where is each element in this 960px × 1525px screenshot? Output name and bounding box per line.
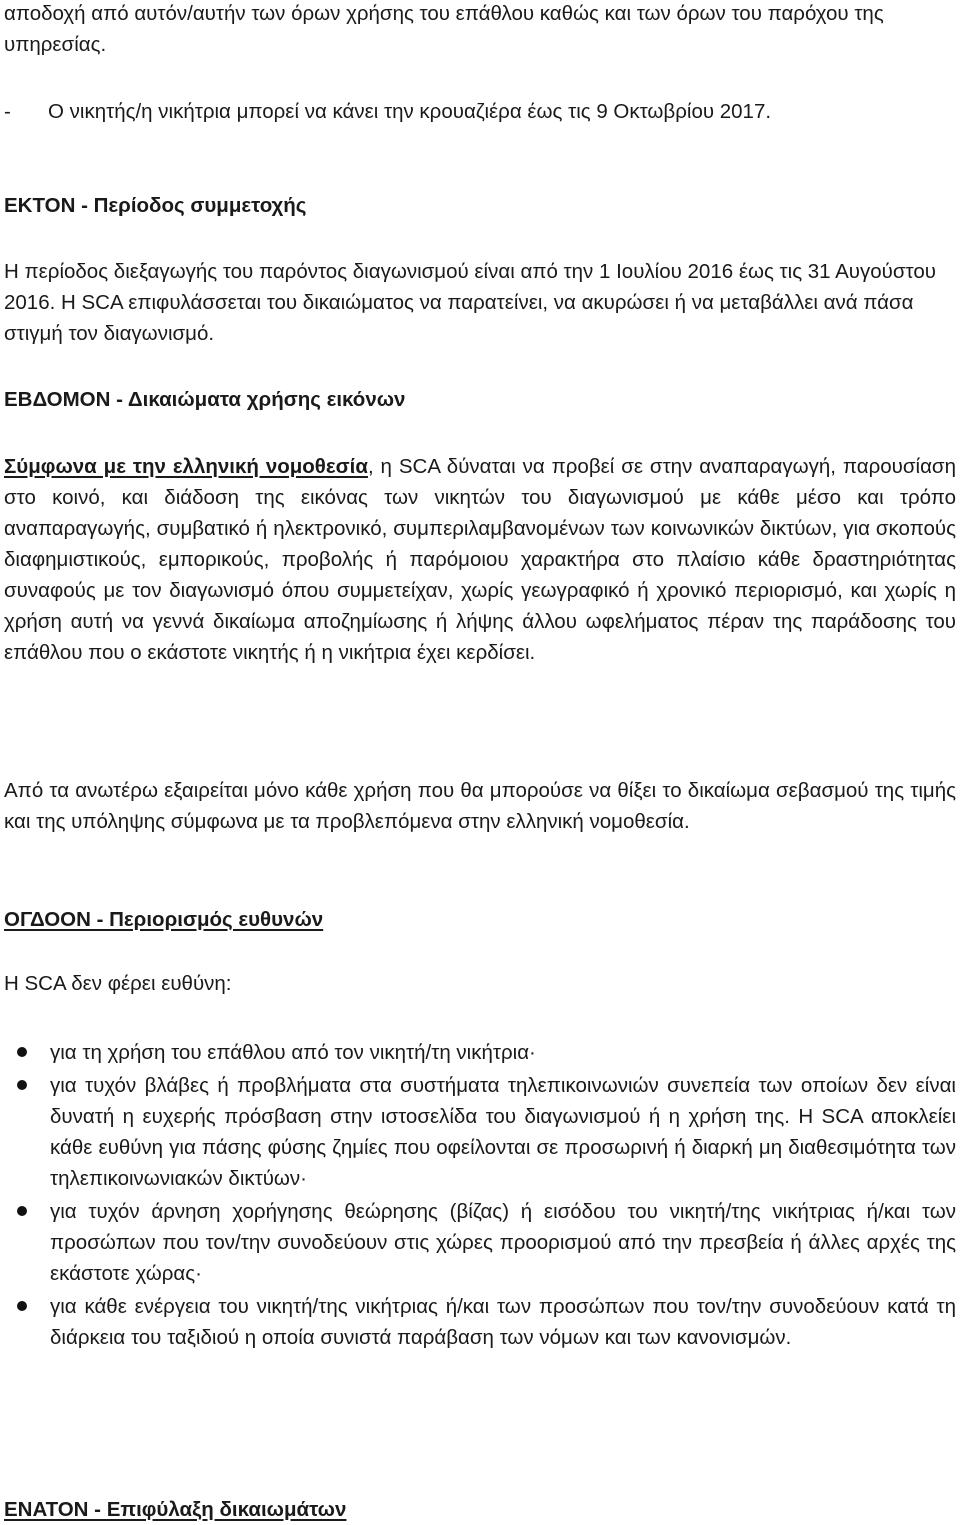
list-item xyxy=(0,1291,960,1353)
dash-marker: - xyxy=(4,100,11,123)
bullet-icon xyxy=(17,1047,27,1057)
section-8-intro: Η SCA δεν φέρει ευθύνη: xyxy=(4,972,232,995)
section-7-heading: ΕΒΔΟΜΟΝ - Δικαιώματα χρήσης εικόνων xyxy=(4,388,406,411)
bullet-text: για τυχόν άρνηση χορήγησης θεώρησης (βίζας) ή εισόδου του νικητή/της νικήτριας ή/και των προσώπων που τον/την συνοδεύουν στις χώρες προορισμού από την πρεσβεία ή άλλες αρχές της εκάστοτε χώρας· xyxy=(50,1200,956,1285)
section-9-heading: ΕΝΑΤΟΝ - Επιφύλαξη δικαιωμάτων xyxy=(4,1498,347,1521)
intro-paragraph: αποδοχή από αυτόν/αυτήν των όρων χρήσης του επάθλου καθώς και των όρων του παρόχου της υπηρεσίας. xyxy=(4,2,884,56)
section-8-heading: ΟΓΔΟΟΝ - Περιορισμός ευθυνών xyxy=(4,908,324,931)
bullet-icon xyxy=(17,1206,27,1216)
dash-item-text: Ο νικητής/η νικήτρια μπορεί να κάνει την κρουαζιέρα έως τις 9 Οκτωβρίου 2017. xyxy=(48,100,772,123)
list-item xyxy=(0,1037,960,1068)
bullet-text: για τυχόν βλάβες ή προβλήματα στα συστήματα τηλεπικοινωνιών συνεπεία των οποίων δεν είναι δυνατή η ευχερής πρόσβαση στην ιστοσελίδα του διαγωνισμού ή η χρήση της. Η SCA αποκλείει κάθε ευθύνη για πάσης φύσης ζημίες που οφείλονται σε προσωρινή ή διαρκή μη διαθεσιμότητα των τηλεπικοινωνιακών δικτύων· xyxy=(50,1074,956,1190)
legislation-emphasis: Σύμφωνα με την ελληνική νομοθεσία xyxy=(4,455,368,478)
section-6-heading: ΕΚΤΟΝ - Περίοδος συμμετοχής xyxy=(4,194,307,217)
bullet-text: για τη χρήση του επάθλου από τον νικητή/τη νικήτρια· xyxy=(50,1041,536,1064)
bullet-icon xyxy=(17,1080,27,1090)
section-7-paragraph-2: Από τα ανωτέρω εξαιρείται μόνο κάθε χρήση που θα μπορούσε να θίξει το δικαίωμα σεβασμού της τιμής και της υπόληψης σύμφωνα με τα προβλεπόμενα στην ελληνική νομοθεσία. xyxy=(4,779,956,833)
section-7-paragraph-1 xyxy=(4,451,956,668)
liability-bullet-list xyxy=(0,1037,960,1355)
bullet-icon xyxy=(17,1301,27,1311)
list-item xyxy=(0,1196,960,1289)
list-item xyxy=(0,1070,960,1194)
section-6-body: Η περίοδος διεξαγωγής του παρόντος διαγωνισμού είναι από την 1 Ιουλίου 2016 έως τις 31 Αυγούστου 2016. Η SCA επιφυλάσσεται του δικαιώματος να παρατείνει, να ακυρώσει ή να μεταβάλλει ανά πάσα στιγμή τον διαγωνισμό. xyxy=(4,260,936,345)
section-7-paragraph-1-text: , η SCA δύναται να προβεί σε στην αναπαραγωγή, παρουσίαση στο κοινό, και διάδοση της εικόνας των νικητών του διαγωνισμού με κάθε μέσο και τρόπο αναπαραγωγής, συμβατικό ή ηλεκτρονικό, συμπεριλαμβανομένων των κοινωνικών δικτύων, για σκοπούς διαφημιστικούς, εμπορικούς, προβολής ή παρόμοιου χαρακτήρα στο πλαίσιο κάθε δραστηριότητας συναφούς με τον διαγωνισμό όπου συμμετείχαν, χωρίς γεωγραφικό ή χρονικό περιορισμό, και χωρίς η χρήση αυτή να γεννά δικαίωμα αποζημίωσης ή λήψης άλλου ωφελήματος πέραν της παράδοσης του επάθλου που ο εκάστοτε νικητής ή η νικήτρια έχει κερδίσει. xyxy=(4,455,956,664)
bullet-text: για κάθε ενέργεια του νικητή/της νικήτριας ή/και των προσώπων που τον/την συνοδεύουν κατά τη διάρκεια του ταξιδιού η οποία συνιστά παράβαση των νόμων και των κανονισμών. xyxy=(50,1295,956,1349)
